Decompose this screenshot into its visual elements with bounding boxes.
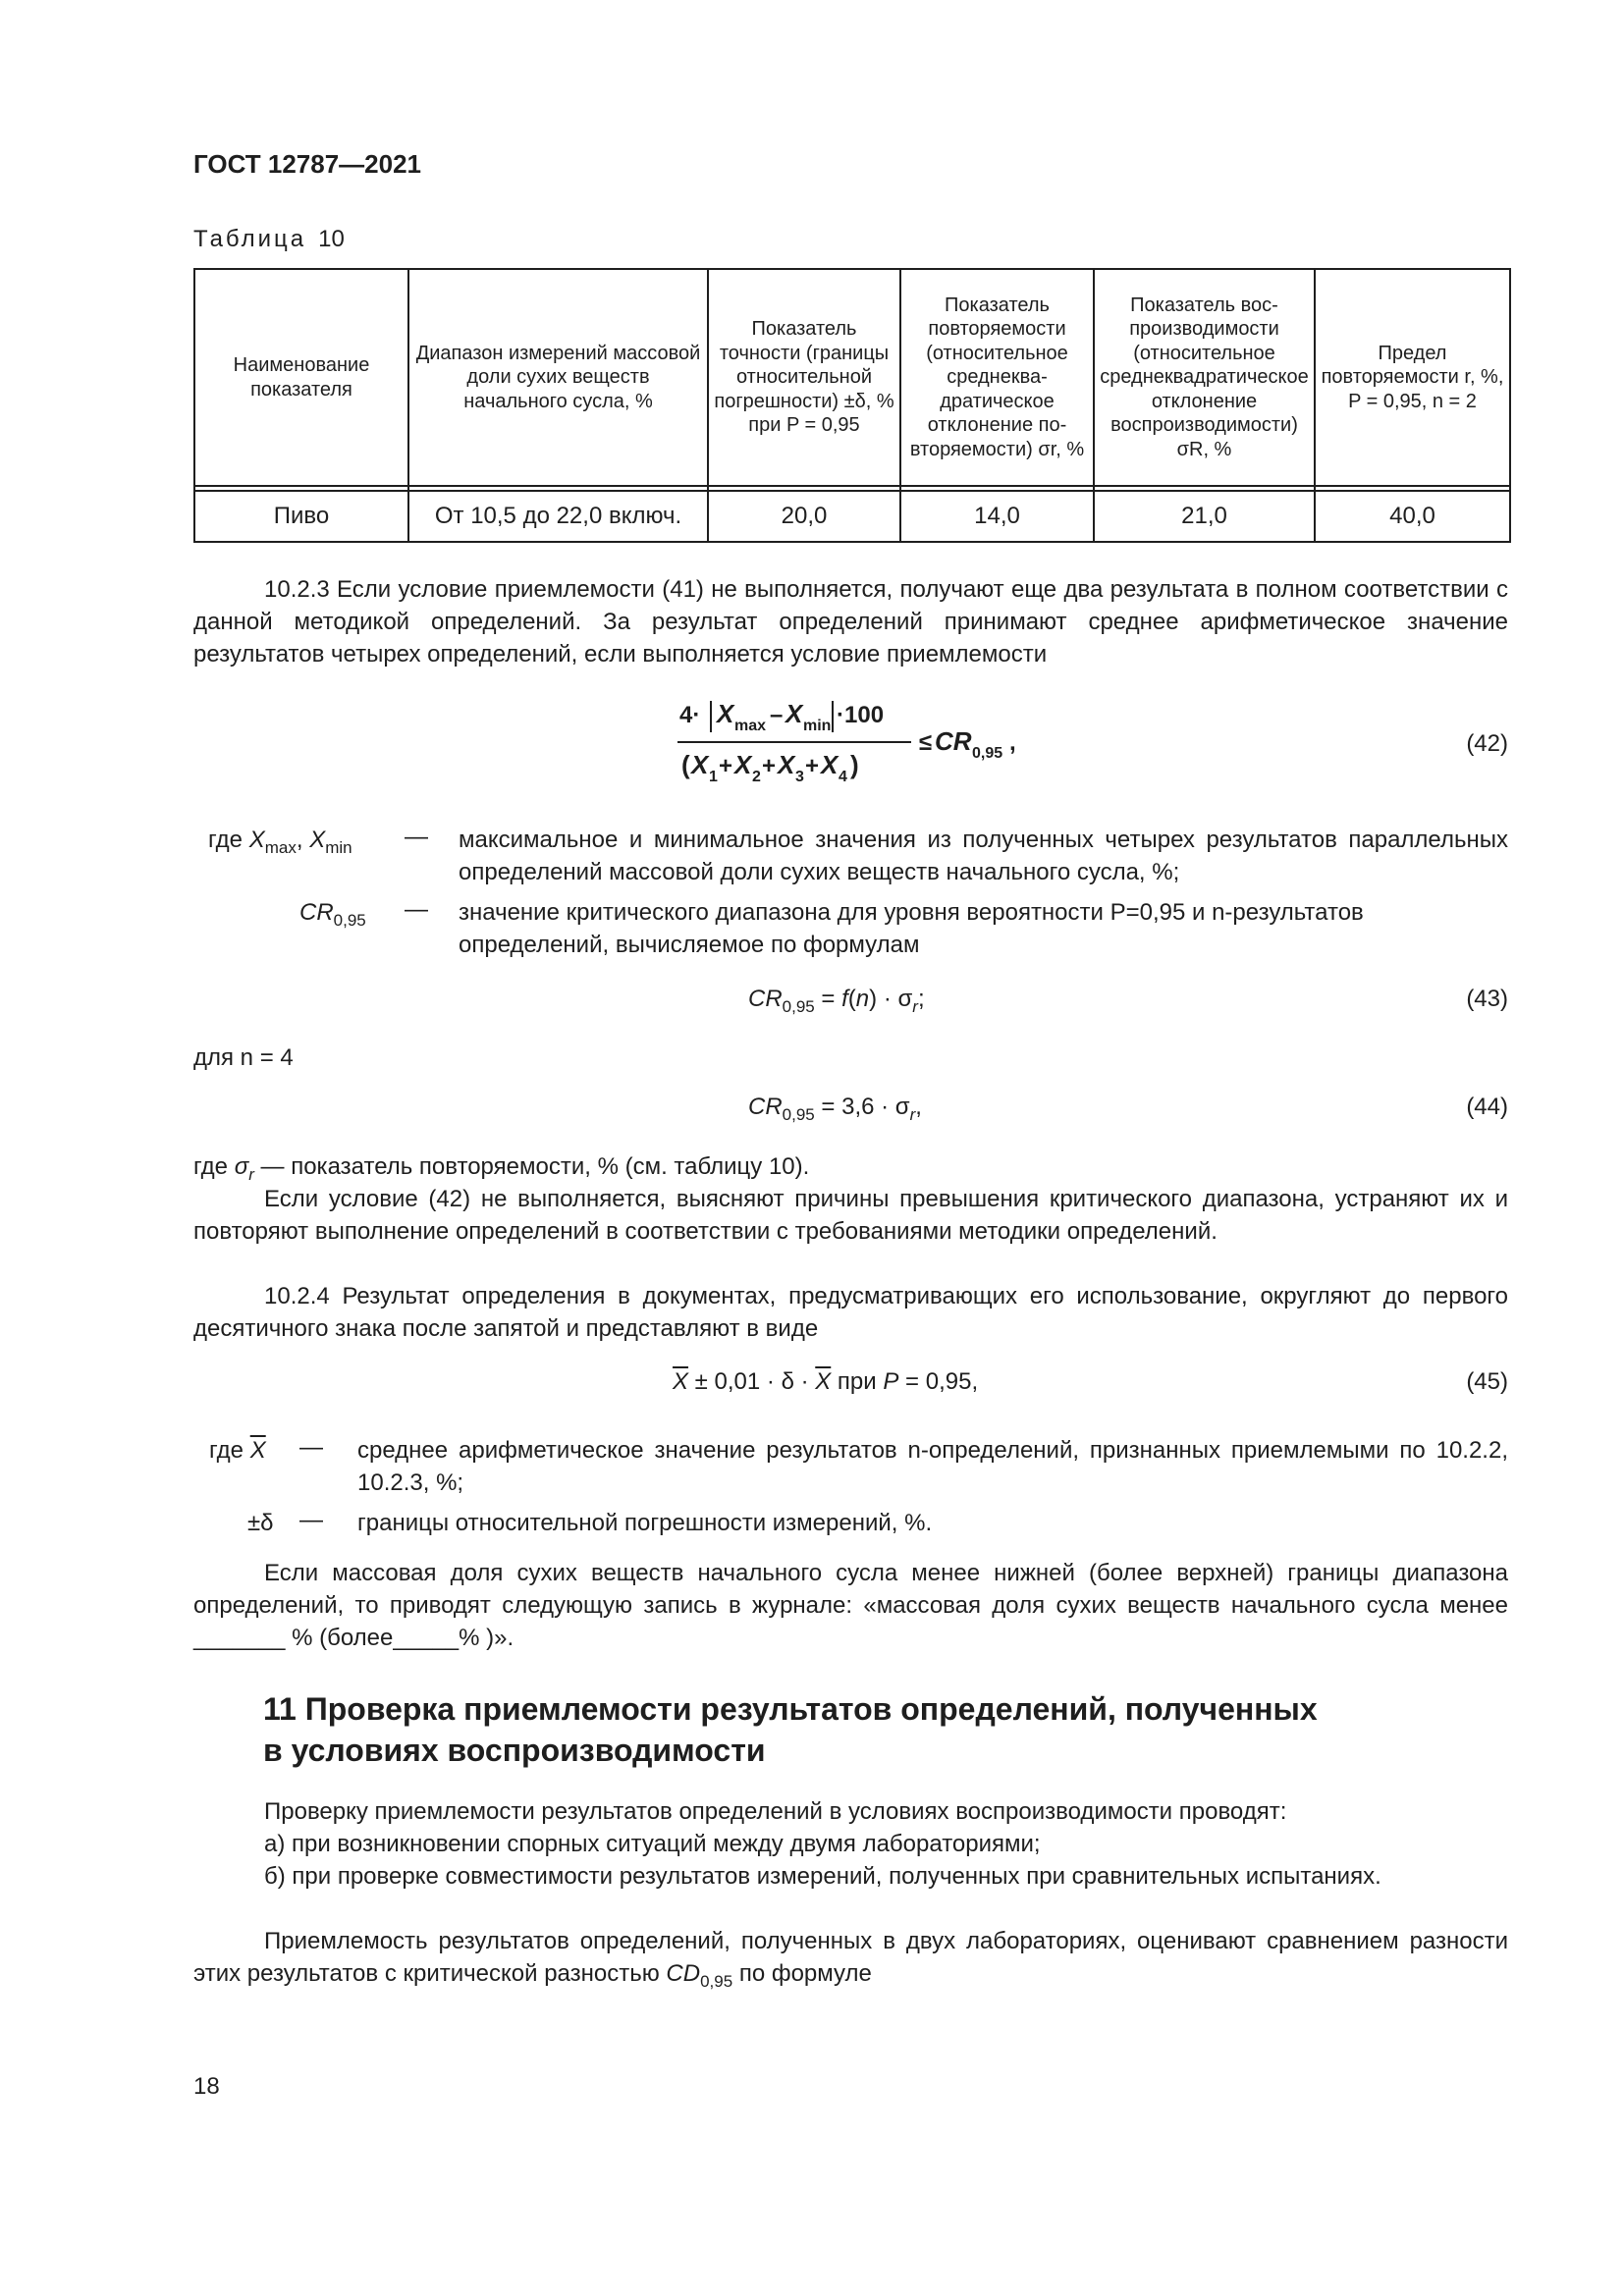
formula-42-graphic [676,691,1049,789]
svg-text:X: X [717,699,734,728]
where-dash: — [299,1434,323,1461]
equation-42 [676,691,1049,789]
table-row [194,491,1510,542]
svg-text:X: X [734,750,752,779]
where-dash: — [299,1507,323,1533]
paragraph-10-2-3: 10.2.3 Если условие приемлемости (41) не выполняется, получают еще два результата в полном соответствии с данной методикой определений. За результат определений принимают среднее арифметическое значение результатов четырех определений, если выполняется условие приемлемости [193,576,1508,667]
svg-text:X: X [691,750,709,779]
table-caption-label: Таблица [193,226,307,252]
table-header-cell: Диапазон измерений массовой доли сухих веществ начального сусла, % [408,269,708,486]
svg-text:X: X [821,750,839,779]
table-cell: 14,0 [900,491,1094,542]
table-cell: 20,0 [708,491,900,542]
table-header-cell: Показатель точности (границы относительной погрешности) ±δ, % при P = 0,95 [708,269,900,486]
where-label-cr: $CR_{0,95}$ [299,899,366,930]
svg-text:4·: 4· [679,702,701,728]
svg-text:CR: CR [935,726,972,756]
paragraph-if-not: Если условие (42) не выполняется, выясняют причины превышения критического диапазона, устраняют их и повторяют выполнение определений в соответствии с требованиями методики определений. [193,1186,1508,1245]
equation-number-45: (45) [1466,1368,1508,1395]
svg-text:+: + [719,753,733,779]
svg-text:+: + [805,753,820,779]
svg-text:,: , [1009,729,1016,756]
where-dash: — [405,896,428,923]
table-cell: 40,0 [1315,491,1510,542]
equation-45: $\overline{X} \pm 0,01 \cdot \delta \cdot \overline{X}$ при P = 0,95, [673,1368,979,1395]
table-10 [193,268,1511,543]
where-label-xbar: где $\overline{X}$ [209,1437,266,1464]
where-sigma-line: где $\sigma_r$ — показатель повторяемости, % (см. таблицу 10). [193,1153,810,1184]
section-11-intro: Проверку приемлемости результатов определений в условиях воспроизводимости проводят: [264,1798,1287,1825]
paragraph-10-2-4: 10.2.4 Результат определения в документах, предусматривающих его использование, округляют до первого десятичного знака после запятой и представляют в виде [193,1283,1508,1342]
section-11-title-line1: 11 Проверка приемлемости результатов определений, полученных [263,1691,1318,1727]
equation-43: $CR_{0,95} = f(n) \cdot \sigma_r$; [748,986,925,1016]
table-cell: 21,0 [1094,491,1315,542]
table-header-cell: Показатель воспроизводимости (относительное среднеквадратическое отклонение воспроизводимости) σR, % [1094,269,1315,486]
section-11-paragraph-cd: Приемлемость результатов определений, полученных в двух лабораториях, оценивают сравнением разности этих результатов с критической разностью $CD_{0,95}$ по формуле [193,1928,1508,1991]
section-11-item-a: а) при возникновении спорных ситуаций между двумя лабораториями; [264,1831,1041,1857]
table-header-cell: Показатель повторяемости (относительное среднеквадратическое отклонение повторяемости) σr, % [900,269,1094,486]
table-cell: От 10,5 до 22,0 включ. [408,491,708,542]
svg-text:0,95: 0,95 [972,745,1003,762]
svg-text:–: – [770,702,784,728]
section-11-item-b: б) при проверке совместимости результатов измерений, полученных при сравнительных испытаниях. [264,1863,1381,1890]
where-def-xbar: среднее арифметическое значение результатов n-определений, признанных приемлемыми по 10.2.2, 10.2.3, %; [357,1437,1508,1496]
where-sigma-text: — показатель повторяемости, % (см. таблицу 10). [260,1153,810,1180]
svg-text:4: 4 [839,769,847,785]
page-number: 18 [193,2073,220,2100]
svg-text:2: 2 [752,769,761,785]
equation-44: $CR_{0,95} = 3,6 \cdot \sigma_r$, [748,1094,922,1124]
svg-text:min: min [803,718,832,734]
svg-text:(: ( [681,750,690,779]
section-11-title-line2: в условиях воспроизводимости [263,1733,766,1768]
svg-text:≤: ≤ [919,729,933,756]
where-def-cr: значение критического диапазона для уровня вероятности P=0,95 и n-результатов определений, вычисляемое по формулам [459,899,1364,958]
for-n-text: для n = 4 [193,1044,294,1071]
section-11-title [263,1688,1318,1771]
svg-text:1: 1 [709,769,718,785]
document-header: ГОСТ 12787—2021 [193,149,421,179]
where-def-delta: границы относительной погрешности измерений, %. [357,1510,933,1536]
paragraph-if-mass: Если массовая доля сухих веществ начального сусла менее нижней (более верхней) границы диапазона определений, то приводят следующую запись в журнале: «массовая доля сухих веществ начального сусла менее _______ % (более_____% )». [193,1560,1508,1651]
table-header-cell: Предел повторяемости r, %, P = 0,95, n = 2 [1315,269,1510,486]
equation-number-43: (43) [1466,986,1508,1012]
section-11-cd-text-start: Приемлемость результатов определений, полученных в двух лабораториях, оценивают сравнением разности этих результатов с критической разностью [193,1928,1508,1987]
table-header-cell: Наименование показателя [194,269,408,486]
table-caption-number: 10 [318,226,345,252]
svg-text:3: 3 [795,769,804,785]
where-def-xmax-xmin: максимальное и минимальное значения из полученных четырех результатов параллельных определений массовой доли сухих веществ начального сусла, %; [459,827,1508,885]
table-caption [193,226,345,253]
svg-text:): ) [850,750,859,779]
section-11-cd-text-end: по формуле [738,1960,872,1987]
where-dash: — [405,824,428,850]
table-cell: Пиво [194,491,408,542]
svg-text:max: max [734,718,767,734]
svg-text:+: + [762,753,777,779]
equation-number-44: (44) [1466,1094,1508,1120]
svg-text:X: X [778,750,795,779]
svg-text:·100: ·100 [837,702,885,728]
svg-text:X: X [785,699,803,728]
table-header-row [194,269,1510,486]
where-label-xmax-xmin: где $X_{max}$, $X_{min}$ [208,827,352,857]
where-label-delta: ±δ [247,1510,274,1536]
equation-number-42: (42) [1466,730,1508,757]
